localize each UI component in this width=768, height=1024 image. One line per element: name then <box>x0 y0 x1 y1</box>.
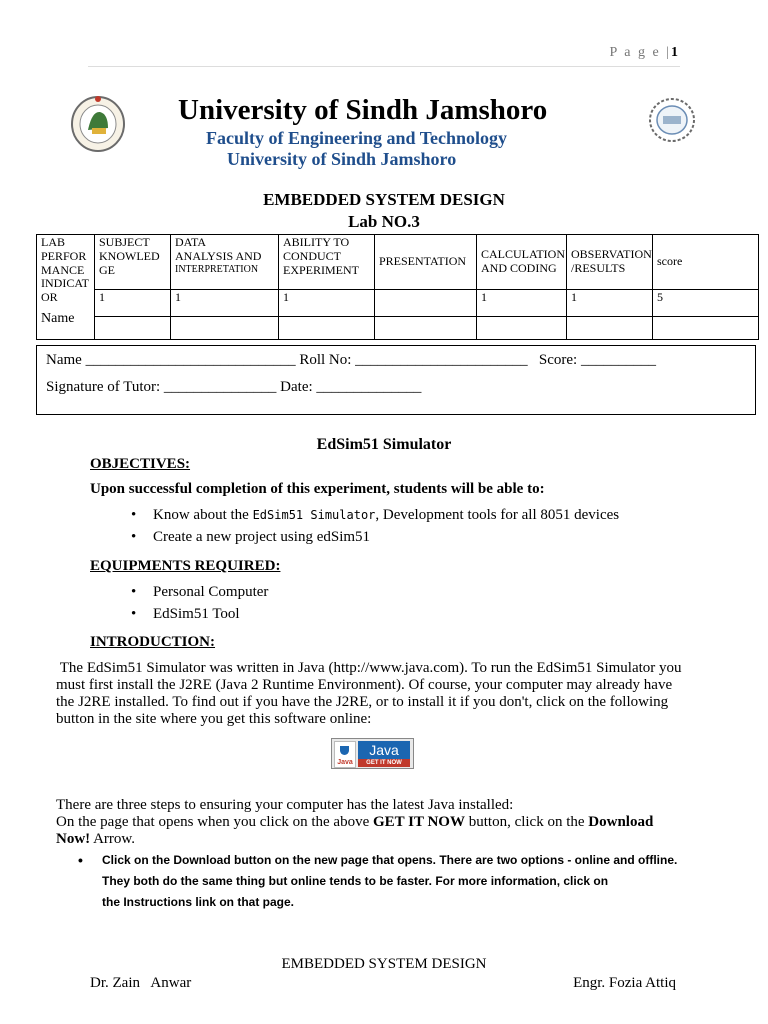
entry-cell <box>567 317 653 340</box>
data-analysis-header: DATA ANALYSIS AND INTERPRETATION <box>171 235 279 290</box>
equipments-heading: EQUIPMENTS REQUIRED: <box>90 558 281 574</box>
list-item: • Know about the EdSim51 Simulator, Development tools for all 8051 devices <box>131 507 619 529</box>
ability-header: ABILITY TO CONDUCT EXPERIMENT <box>279 235 375 290</box>
list-item: • Personal Computer <box>131 584 268 606</box>
mark-presentation <box>375 290 477 317</box>
score-header: score <box>653 235 759 290</box>
footer-left-author: Dr. Zain Anwar <box>90 975 192 991</box>
java-logo-text: Java <box>337 759 353 766</box>
introduction-heading: INTRODUCTION: <box>90 634 216 650</box>
observation-header: OBSERVATION /RESULTS <box>567 235 653 290</box>
presentation-header: PRESENTATION <box>375 235 477 290</box>
entry-cell <box>653 317 759 340</box>
entry-cell <box>95 317 171 340</box>
objectives-list <box>131 507 619 551</box>
list-item: • EdSim51 Tool <box>131 606 268 628</box>
page-label: P a g e | <box>609 45 671 60</box>
java-coffee-icon <box>334 741 356 768</box>
department-seal-right <box>648 97 696 143</box>
section-title: EdSim51 Simulator <box>316 436 452 453</box>
header-divider <box>88 66 680 67</box>
mark-observation: 1 <box>567 290 653 317</box>
calculation-header: CALCULATION AND CODING <box>477 235 567 290</box>
faculty-name: Faculty of Engineering and Technology <box>206 128 508 148</box>
list-item: • Create a new project using edSim51 <box>131 529 619 551</box>
download-instructions <box>78 850 678 913</box>
mark-subject: 1 <box>95 290 171 317</box>
footer-right-author: Engr. Fozia Attiq <box>573 975 676 991</box>
equipments-list <box>131 584 268 628</box>
objectives-heading: OBJECTIVES: <box>90 456 191 472</box>
page-number <box>610 45 679 61</box>
signature-date-line: Signature of Tutor: _______________ Date: ______________ <box>46 379 422 395</box>
mark-calculation: 1 <box>477 290 567 317</box>
java-get-it-now-button[interactable] <box>331 738 414 769</box>
university-title: University of Sindh Jamshoro <box>178 94 548 126</box>
university-subtitle: University of Sindh Jamshoro <box>227 149 457 169</box>
objectives-intro: Upon successful completion of this experiment, students will be able to: <box>90 481 545 497</box>
entry-cell <box>375 317 477 340</box>
name-label: Name <box>41 310 75 326</box>
java-wordmark: Java <box>358 741 410 759</box>
lab-number: Lab NO.3 <box>348 212 420 231</box>
rubric-table <box>36 234 759 340</box>
course-title: EMBEDDED SYSTEM DESIGN <box>263 190 505 209</box>
entry-cell <box>279 317 375 340</box>
mark-ability: 1 <box>279 290 375 317</box>
mark-data-analysis: 1 <box>171 290 279 317</box>
performance-indicator-header: LAB PERFOR MANCE INDICAT OR Name <box>37 235 95 340</box>
entry-cell <box>171 317 279 340</box>
footer-title: EMBEDDED SYSTEM DESIGN <box>281 956 487 972</box>
name-rollno-score-line: Name ____________________________ Roll No: _______________________ Score: __________ <box>46 352 656 368</box>
page-number-value: 1 <box>671 45 678 60</box>
entry-cell <box>477 317 567 340</box>
university-seal-left <box>70 95 126 153</box>
mark-score: 5 <box>653 290 759 317</box>
subject-knowledge-header: SUBJECT KNOWLED GE <box>95 235 171 290</box>
list-item: • Click on the Download button on the new page that opens. There are two options - online and offline. They both do the same thing but online tends to be faster. For more information, click on the Instructions link on that page. <box>78 850 678 913</box>
steps-paragraph: There are three steps to ensuring your computer has the latest Java installed: On the page that opens when you click on the above GET IT NOW button, click on the Download Now! Arrow. <box>56 797 654 847</box>
get-it-now-label: GET IT NOW <box>358 759 410 767</box>
introduction-paragraph: The EdSim51 Simulator was written in Java (http://www.java.com). To run the EdSim51 Simulator you must first install the J2RE (Java 2 Runtime Environment). Of course, your computer may already have the J2RE installed. To find out if you have the J2RE, or to install it if you don't, click on the following button in the site where you get this software online: <box>56 660 682 727</box>
